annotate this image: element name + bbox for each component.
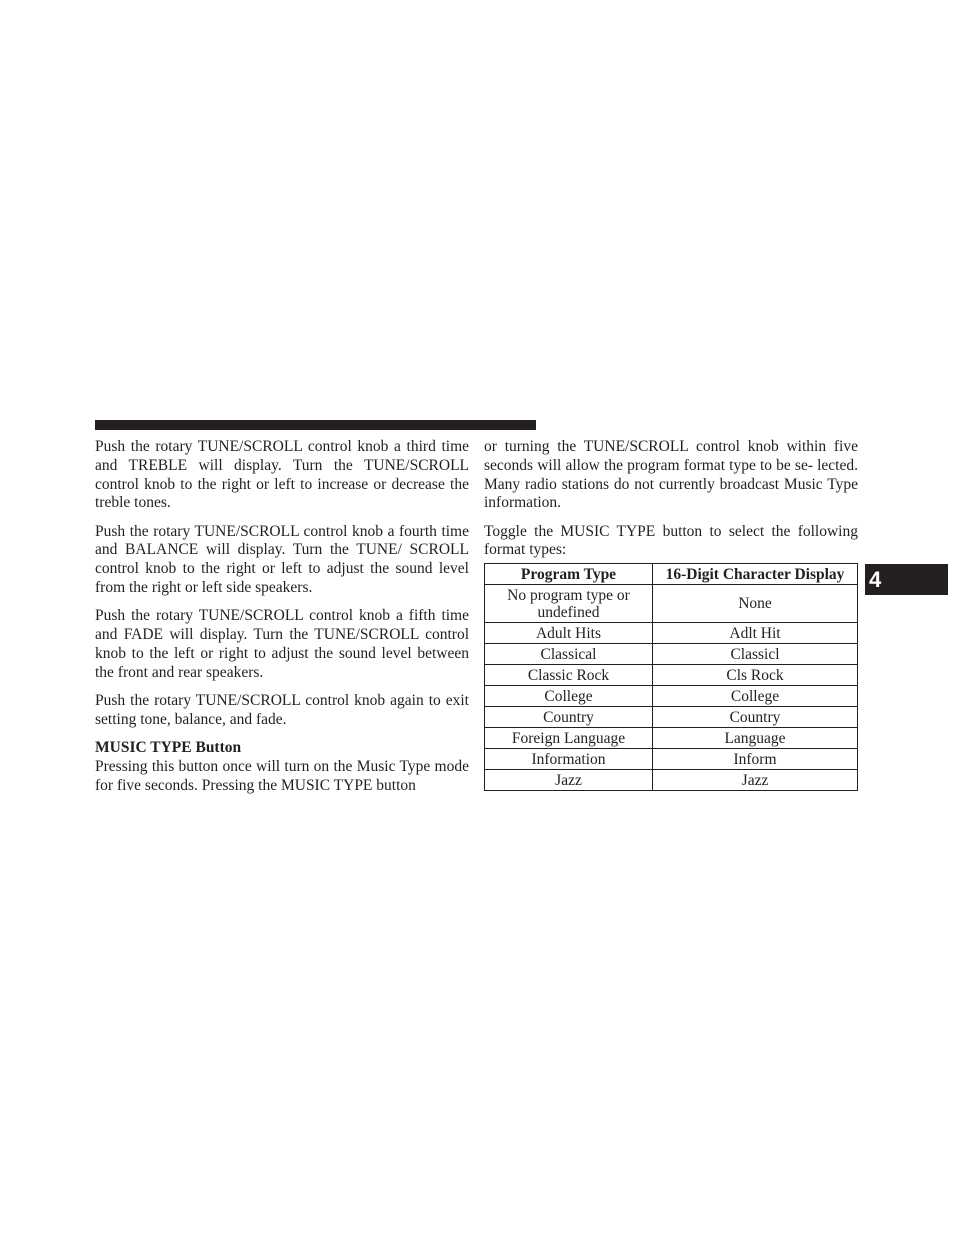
table-row bbox=[485, 707, 858, 728]
table-row bbox=[485, 644, 858, 665]
table-row bbox=[485, 749, 858, 770]
header-character-display: 16-Digit Character Display bbox=[653, 564, 858, 585]
display-cell: Adlt Hit bbox=[653, 623, 858, 644]
music-type-table bbox=[484, 563, 858, 791]
display-cell: Inform bbox=[653, 749, 858, 770]
right-column bbox=[484, 438, 858, 791]
display-cell: College bbox=[653, 686, 858, 707]
section-tab bbox=[865, 564, 948, 595]
section-rule bbox=[95, 420, 536, 430]
left-column bbox=[95, 438, 469, 796]
paragraph-exit: Push the rotary TUNE/SCROLL control knob again to exit setting tone, balance, and fade. bbox=[95, 692, 469, 728]
table-row bbox=[485, 728, 858, 749]
display-cell: Cls Rock bbox=[653, 665, 858, 686]
paragraph-fade: Push the rotary TUNE/SCROLL control knob a fifth time and FADE will display. Turn the TUNE/SCROLL control knob to the left or right to adjust the sound level between the front and rear speakers. bbox=[95, 607, 469, 681]
display-cell: None bbox=[653, 585, 858, 623]
program-type-cell: Jazz bbox=[485, 770, 653, 791]
program-type-cell: Foreign Language bbox=[485, 728, 653, 749]
paragraph-balance: Push the rotary TUNE/SCROLL control knob a fourth time and BALANCE will display. Turn the TUNE/ SCROLL control knob to the right or left to adjust the sound level from the right or left side speakers. bbox=[95, 522, 469, 597]
program-type-cell: Adult Hits bbox=[485, 623, 653, 644]
program-type-cell: Information bbox=[485, 749, 653, 770]
display-cell: Country bbox=[653, 707, 858, 728]
paragraph-treble: Push the rotary TUNE/SCROLL control knob a third time and TREBLE will display. Turn the TUNE/SCROLL control knob to the right or left to increase or decrease the treble tones. bbox=[95, 438, 469, 512]
paragraph-music-type: Pressing this button once will turn on the Music Type mode for five seconds. Pressing the MUSIC TYPE button bbox=[95, 757, 469, 794]
table-row bbox=[485, 585, 858, 623]
table-row bbox=[485, 665, 858, 686]
paragraph-toggle: Toggle the MUSIC TYPE button to select the following format types: bbox=[484, 522, 858, 559]
table-row bbox=[485, 770, 858, 791]
header-program-type: Program Type bbox=[485, 564, 653, 585]
program-type-cell: Country bbox=[485, 707, 653, 728]
program-type-cell: No program type or undefined bbox=[485, 585, 653, 623]
table-header-row bbox=[485, 564, 858, 585]
display-cell: Language bbox=[653, 728, 858, 749]
table-row bbox=[485, 623, 858, 644]
music-type-heading: MUSIC TYPE Button bbox=[95, 739, 242, 757]
program-type-cell: College bbox=[485, 686, 653, 707]
display-cell: Classicl bbox=[653, 644, 858, 665]
program-type-cell: Classical bbox=[485, 644, 653, 665]
program-type-cell: Classic Rock bbox=[485, 665, 653, 686]
table-row bbox=[485, 686, 858, 707]
section-number: 4 bbox=[869, 567, 882, 592]
paragraph-music-type-cont: or turning the TUNE/SCROLL control knob within five seconds will allow the program format type to be se- lected. Many radio stations do not currently broadcast Music Type information. bbox=[484, 438, 858, 512]
display-cell: Jazz bbox=[653, 770, 858, 791]
